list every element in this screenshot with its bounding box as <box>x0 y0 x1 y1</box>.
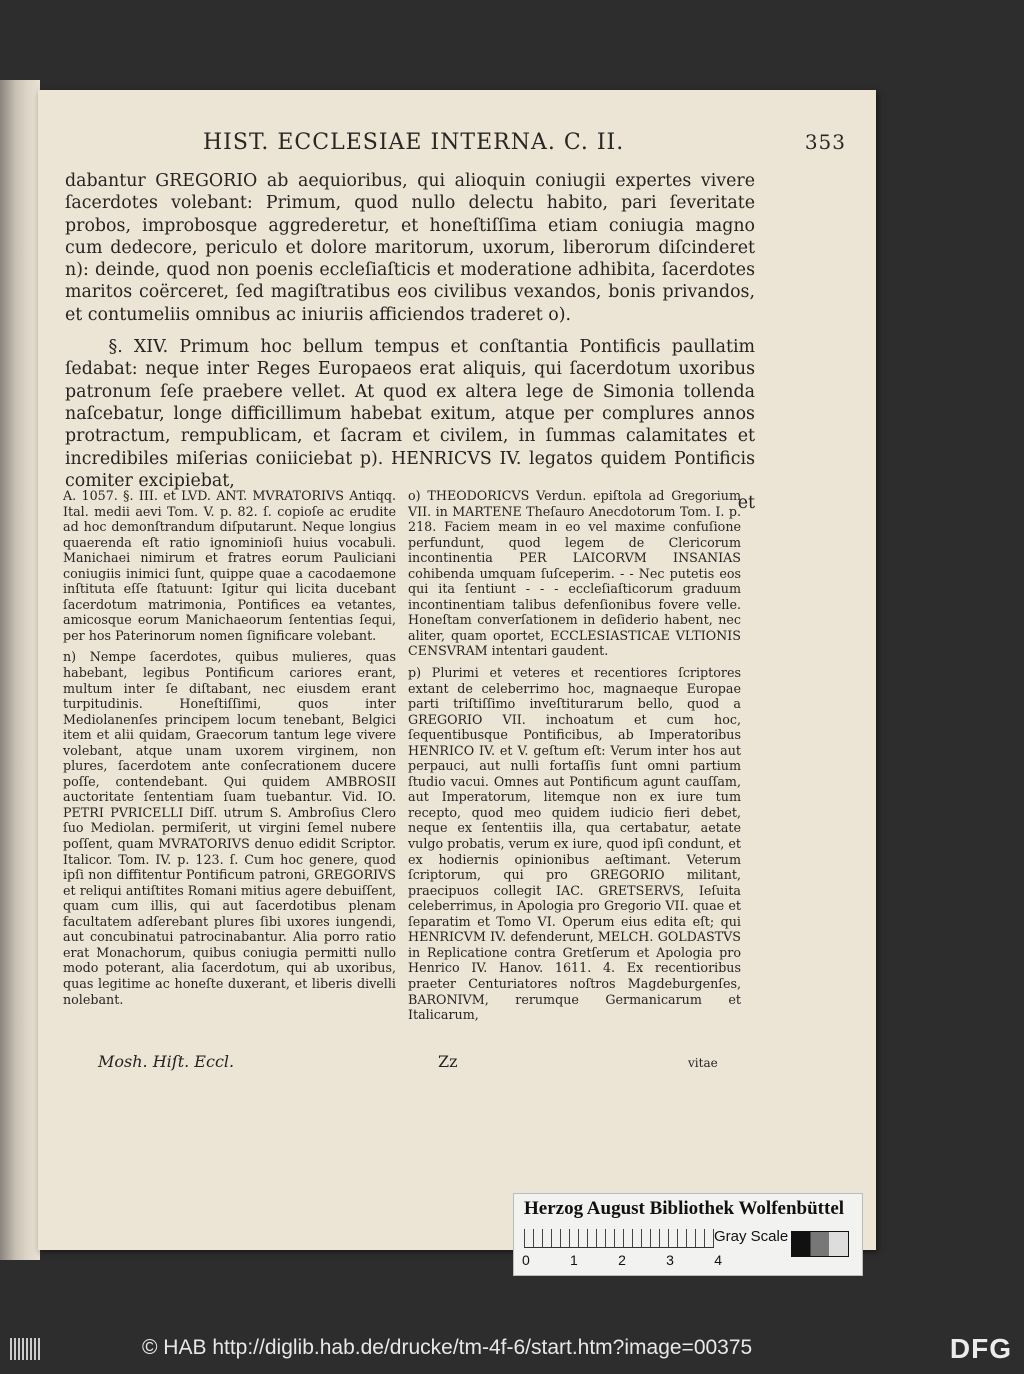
scale-number: 0 <box>522 1252 530 1268</box>
footnote-catchword: vitae <box>688 1056 718 1070</box>
header-title: HIST. ECCLESIAE INTERNA. C. II. <box>203 130 625 155</box>
barcode-icon <box>10 1338 42 1360</box>
library-name: Herzog August Bibliothek Wolfenbüttel <box>524 1198 845 1219</box>
book-spine-edge <box>0 80 40 1260</box>
dfg-logo: DFG <box>949 1333 1012 1364</box>
gray-scale-swatch <box>791 1231 849 1257</box>
main-paragraph-1: dabantur GREGORIO ab aequioribus, qui alioquin coniugii expertes vivere ſacerdotes volebant: Primum, quod nullo delectu habito, pari ſeveritate probos, improbosque aggrederetur, et honeſtiſſima etiam coniugia magno cum dedecore, periculo et dolore maritorum, uxorum, liberorum diſcinderet n): deinde, quod non poenis eccleſiaſticis et moderatione adhibita, ſacerdotes maritos coërceret, ſed magiſtratibus eos civilibus vexandos, bonis privandos, et contumeliis omnibus ac iniuriis afficiendos traderet o). <box>65 171 755 325</box>
footnote-a: A. 1057. §. III. et LVD. ANT. MVRATORIVS Antiqq. Ital. medii aevi Tom. V. p. 82. ſ. copioſe ac erudite ad hoc demonſtrandum diſputarunt. Neque longius quaerenda eſt ratio ignominioſi huius vocabuli. Manichaei nimirum et fratres eorum Pauliciani coniugiis inimici ſunt, quippe quae a cacodaemone inſtituta eſſe ſtatuunt: Igitur qui licita ducebant ſacerdotum matrimonia, Pontifices ea vetantes, amicosque eorum Manichaeorum ſententias ſequi, per hos Paterinorum nomen ſignificare volebant. <box>63 488 396 643</box>
scale-number: 3 <box>666 1252 674 1268</box>
gray-scale-label: Gray Scale <box>714 1228 789 1245</box>
footnotes-right-column <box>408 488 741 1029</box>
scale-number: 4 <box>714 1252 722 1268</box>
page-number: 353 <box>804 130 846 154</box>
main-catchword: et <box>737 493 755 514</box>
copyright-link[interactable]: © HAB http://diglib.hab.de/drucke/tm-4f-6/start.htm?image=00375 <box>142 1336 753 1359</box>
viewer-footer <box>0 1325 1024 1374</box>
book-page <box>38 90 876 1250</box>
running-title-footer: Mosh. Hiſt. Eccl. <box>98 1052 235 1071</box>
scale-number: 1 <box>570 1252 578 1268</box>
running-header <box>203 130 846 160</box>
scale-number: 2 <box>618 1252 626 1268</box>
footnote-divider <box>65 466 755 467</box>
signature-mark: Zz <box>438 1052 458 1071</box>
library-color-target <box>513 1193 863 1276</box>
footnote-n: n) Nempe ſacerdotes, quibus mulieres, quas habebant, legibus Pontificum cariores erant, multum inter ſe diſtabant, nec eiusdem erant turpitudinis. Honeſtiſſimi, quos inter Mediolanenſes principem locum tenebant, Belgici item et alii quidam, Graecorum tantum lege vivere volebant, atque unam uxorem virginem, non plures, ſacerdotem ante conſecrationem ducere poſſe, contendebant. Qui quidem AMBROSII auctoritate ſententiam ſuam tuebantur. Vid. IO. PETRI PVRICELLI Diſſ. utrum S. Ambroſius Clero ſuo Mediolan. permiſerit, ut virgini ſemel nubere poſſent, quam MVRATORIVS denuo edidit Scriptor. Italicor. Tom. IV. p. 123. ſ. Cum hoc genere, quod ipſi non diffitentur Pontificum patroni, GREGORIVS et reliqui antiſtites Romani mitius agere debuiſſent, quam cum illis, qui aut ſacerdotibus plenam facultatem adſerebant plures ſibi uxores iungendi, aut concubinatui patrocinabantur. Alia porro ratio erat Monachorum, quibus coniugia permitti nullo modo poterant, alia ſacerdotum, qui ab uxoribus, quas legitime ac honeſte duxerant, et liberis divelli nolebant. <box>63 649 396 1007</box>
scale-numbers <box>522 1252 722 1268</box>
footnotes-left-column <box>63 488 396 1013</box>
main-paragraph-2: §. XIV. Primum hoc bellum tempus et conſtantia Pontificis paullatim ſedabat: neque inter Reges Europaeos erat aliquis, qui ſacerdotum uxoribus patronum ſeſe praebere vellet. At quod ex altera lege de Simonia tollenda naſcebatur, longe difficillimum habebat exitum, atque per complures annos protractum, rempublicam, et ſacram et civilem, in ſummas calamitates et incredibiles miſerias coniiciebat p). HENRICVS IV. legatos quidem Pontificis comiter excipiebat, <box>65 337 755 491</box>
footnote-p: p) Plurimi et veteres et recentiores ſcriptores extant de celeberrimo hoc, magnaeque Europae parti triſtiſſimo inveſtiturarum bello, quod a GREGORIO VII. inchoatum et cum hoc, ſequentibusque Pontificibus, ab Imperatoribus HENRICO IV. et V. geſtum eſt: Verum inter hos aut perpauci, aut nulli fortaſſis ſunt omni partium ſtudio vacui. Omnes aut Pontificum agunt cauſſam, aut Imperatorum, litemque non ex iure tum recepto, quod meo quidem iudicio fieri debet, neque ex ſententiis illa, qua certabatur, aetate vulgo probatis, verum ex iure, quod ipſi condunt, et ex hodiernis opinionibus aeſtimant. Veterum ſcriptorum, qui pro GREGORIO militant, praecipuos collegit IAC. GRETSERVS, Ieſuita celeberrimus, in Apologia pro Gregorio VII. quae et ſeparatim et Tomo VI. Operum eius edita eſt; qui HENRICVM IV. defenderunt, MELCH. GOLDASTVS in Replicatione contra Gretſerum et Apologia pro Henrico IV. Hanov. 1611. 4. Ex recentioribus praeter Centuriatores noſtros Magdeburgenſes, BARONIVM, rerumque Germanicarum et Italicarum, <box>408 665 741 1023</box>
scale-ruler <box>524 1229 714 1248</box>
main-text <box>65 170 755 514</box>
footnote-o: o) THEODORICVS Verdun. epiſtola ad Gregorium VII. in MARTENE Theſauro Anecdotorum Tom. I. p. 218. Faciem meam in eo vel maxime confuſione perfundunt, quod legem de Clericorum incontinentia PER LAICORVM INSANIAS cohibenda umquam ſuſceperim. - - Nec putetis eos qui ita ſentiunt - - - eccleſiaſticorum graduum incontinentiam talibus defenſionibus fovere velle. Honeſtam converſationem in deſiderio habent, nec aliter, quam oportet, ECCLESIASTICAE VLTIONIS CENSVRAM intentari gaudent. <box>408 488 741 659</box>
